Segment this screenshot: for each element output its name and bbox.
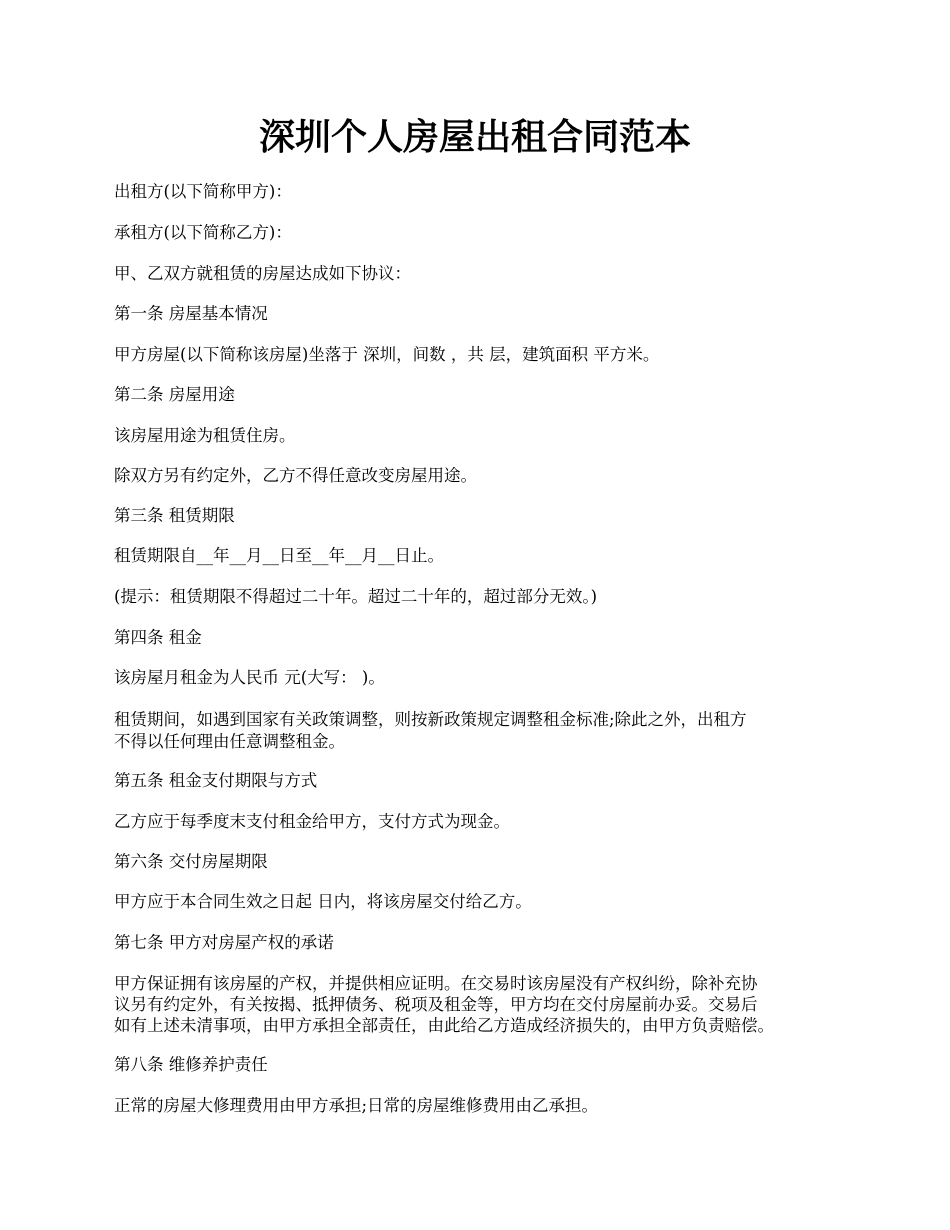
article-2-heading: 第二条 房屋用途 [114,385,235,404]
agreement-intro: 甲、乙双方就租赁的房屋达成如下协议： [114,264,411,283]
article-4-text-2-line-1: 租赁期间，如遇到国家有关政策调整，则按新政策规定调整租金标准;除此之外，出租方 [114,710,747,729]
article-6-heading: 第六条 交付房屋期限 [114,852,268,871]
article-5-heading: 第五条 租金支付期限与方式 [114,771,318,790]
article-7-text-line-2: 议另有约定外，有关按揭、抵押债务、税项及租金等，甲方均在交付房屋前办妥。交易后 [114,995,758,1014]
lessee-line: 承租方(以下简称乙方)： [114,223,292,242]
document-title: 深圳个人房屋出租合同范本 [258,116,691,158]
article-7-text-line-1: 甲方保证拥有该房屋的产权，并提供相应证明。在交易时该房屋没有产权纠纷，除补充协 [114,974,758,993]
article-3-heading: 第三条 租赁期限 [114,506,235,525]
article-7-heading: 第七条 甲方对房屋产权的承诺 [114,933,334,952]
article-8-text: 正常的房屋大修理费用由甲方承担;日常的房屋维修费用由乙承担。 [114,1096,599,1115]
article-3-note: (提示：租赁期限不得超过二十年。超过二十年的，超过部分无效。) [114,587,598,606]
article-1-text: 甲方房屋(以下简称该房屋)坐落于 深圳，间数 ，共 层，建筑面积 平方米。 [114,345,660,364]
article-6-text: 甲方应于本合同生效之日起 日内，将该房屋交付给乙方。 [114,892,532,911]
article-2-text-1: 该房屋用途为租赁住房。 [114,426,296,445]
lessor-line: 出租方(以下简称甲方)： [114,182,292,201]
article-1-heading: 第一条 房屋基本情况 [114,304,268,323]
article-5-text: 乙方应于每季度末支付租金给甲方，支付方式为现金。 [114,812,510,831]
article-4-heading: 第四条 租金 [114,628,202,647]
article-2-text-2: 除双方另有约定外，乙方不得任意改变房屋用途。 [114,466,477,485]
article-4-text-2-line-2: 不得以任何理由任意调整租金。 [114,732,345,751]
article-8-heading: 第八条 维修养护责任 [114,1055,268,1074]
article-7-text-line-3: 如有上述未清事项，由甲方承担全部责任，由此给乙方造成经济损失的，由甲方负责赔偿。 [114,1016,774,1035]
article-3-text: 租赁期限自__年__月__日至__年__月__日止。 [114,546,444,565]
article-4-text-1: 该房屋月租金为人民币 元(大写： )。 [114,668,385,687]
